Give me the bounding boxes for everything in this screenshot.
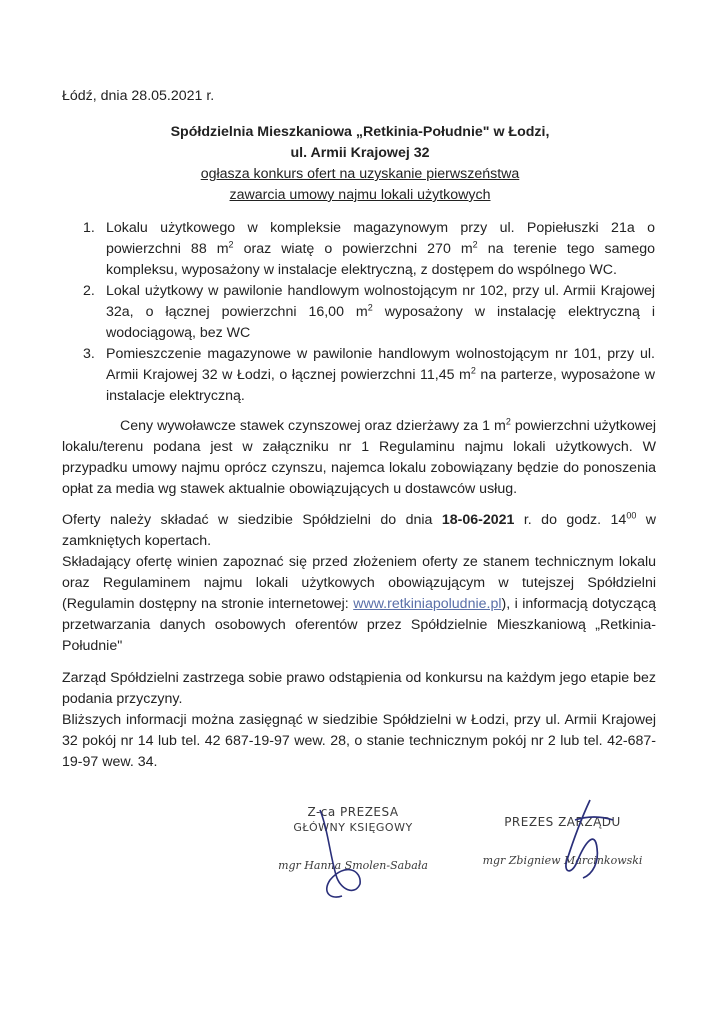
header-cooperative-name: Spółdzielnia Mieszkaniowa „Retkinia-Południe" w Łodzi, bbox=[170, 124, 550, 140]
contact-paragraph: Bliższych informacji można zasięgnąć w siedzibie Spółdzielni w Łodzi, przy ul. Armii Krajowej 32 pokój nr 14 lub tel. 42 687-19-97 wew. 28, o stanie technicznym pokój nr 2 lub tel. 42-687-19-97 wew. 34. bbox=[62, 712, 656, 770]
deadline-date: 18-06-2021 bbox=[441, 512, 515, 528]
list-item bbox=[83, 218, 655, 281]
list-item-number: 1. bbox=[83, 220, 95, 236]
list-item-text: Lokalu użytkowego w kompleksie magazynowym przy ul. Popiełuszki 21a o powierzchni 88 $m^2$ oraz wiatę o powierzchni 270 $m^2$ na terenie tego samego kompleksu, wyposażony w instalacje elektryczną, z dostępem do wspólnego WC. bbox=[106, 220, 655, 278]
stamp-title: PREZES ZARZĄDU bbox=[504, 815, 621, 829]
premises-list bbox=[83, 218, 655, 407]
signature-left bbox=[300, 800, 390, 910]
website-link[interactable]: www.retkiniapoludnie.pl bbox=[353, 596, 502, 612]
list-item-text: Lokal użytkowy w pawilonie handlowym wolnostojącym nr 102, przy ul. Armii Krajowej 32a, o łącznej powierzchni 16,00 $m^2$ wyposażony w instalację elektryczną i wodociągową, bez WC bbox=[106, 283, 655, 341]
signature-right bbox=[535, 790, 630, 890]
announcement-header bbox=[120, 122, 600, 206]
header-subject-line2: zawarcia umowy najmu lokali użytkowych bbox=[229, 187, 491, 203]
header-subject-line1: ogłasza konkurs ofert na uzyskanie pierwszeństwa bbox=[200, 166, 520, 182]
list-item-text: Pomieszczenie magazynowe w pawilonie handlowym wolnostojącym nr 101, przy ul. Armii Krajowej 32 w Łodzi, o łącznej powierzchni 11,45 $m^2$ na parterze, wyposażone w instalacje elektryczną. bbox=[106, 346, 655, 404]
stamp-title: Z-ca PREZESA bbox=[307, 805, 399, 819]
reservation-paragraph: Zarząd Spółdzielni zastrzega sobie prawo odstąpienia od konkursu na każdym jego etapie bez podania przyczyny. bbox=[62, 670, 656, 707]
stamp-name: mgr Zbigniew Marcinkowski bbox=[482, 854, 643, 867]
header-address: ul. Armii Krajowej 32 bbox=[290, 145, 430, 161]
requirements-paragraph: Składający ofertę winien zapoznać się przed złożeniem oferty ze stanem technicznym lokalu oraz Regulaminem najmu lokali użytkowych obowiązującym w tutejszej Spółdzielni (Regulamin dostępny na stronie internetowej: www.retkiniapoludnie.pl), i informacją dotyczącą przetwarzania danych osobowych oferentów przez Spółdzielnie Mieszkaniową „Retkinia-Południe" bbox=[62, 554, 656, 654]
place-date: Łódź, dnia 28.05.2021 r. bbox=[62, 88, 215, 104]
list-item-number: 3. bbox=[83, 346, 95, 362]
list-item-number: 2. bbox=[83, 283, 95, 299]
list-item bbox=[83, 281, 655, 344]
deadline-paragraph: Oferty należy składać w siedzibie Spółdzielni do dnia 18-06-2021 r. do godz. $14^{00}$ w zamkniętych kopertach. bbox=[62, 510, 657, 549]
pricing-paragraph: Ceny wywoławcze stawek czynszowej oraz dzierżawy za 1 $m^2$ powierzchni użytkowej lokalu/terenu podana jest w załączniku nr 1 Regulaminu najmu lokali użytkowych. W przypadku umowy najmu oprócz czynszu, najemca lokalu zobowiązany będzie do ponoszenia opłat za media wg stawek aktualnie obowiązujących u dostawców usług. bbox=[62, 416, 656, 497]
stamp-subtitle: GŁÓWNY KSIĘGOWY bbox=[293, 821, 413, 834]
stamp-name: mgr Hanna Smolen-Sabała bbox=[278, 859, 428, 872]
list-item bbox=[83, 344, 655, 407]
